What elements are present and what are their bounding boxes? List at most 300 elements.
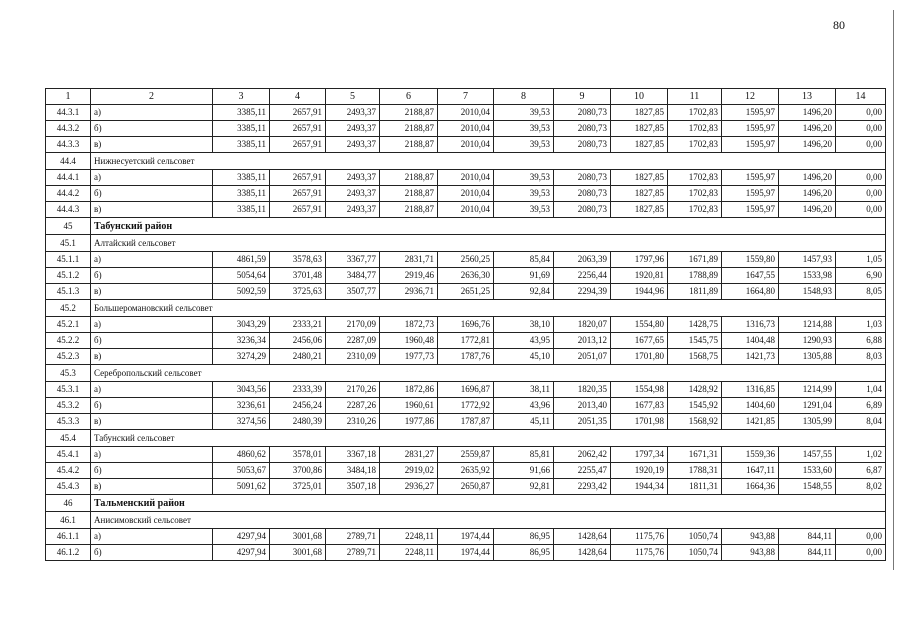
table-row [46,121,886,137]
value-cell: 1496,20 [779,121,836,137]
value-cell: 1175,76 [611,529,668,545]
section-row [46,300,886,317]
value-cell: 3725,01 [270,479,326,495]
row-code: 45.3.2 [46,398,91,414]
value-cell: 1974,44 [438,529,494,545]
value-cell: 2333,21 [270,317,326,333]
value-cell: 6,87 [836,463,886,479]
table-row [46,479,886,495]
value-cell: 2188,87 [380,186,438,202]
row-label: а) [91,529,213,545]
value-cell: 43,96 [494,398,554,414]
value-cell: 1944,96 [611,284,668,300]
value-cell: 1050,74 [668,529,722,545]
value-cell: 3236,34 [213,333,270,349]
table-row [46,398,886,414]
settlement-name: Большеромановский сельсовет [91,300,886,317]
row-label: а) [91,382,213,398]
value-cell: 45,11 [494,414,554,430]
value-cell: 2333,39 [270,382,326,398]
value-cell: 2080,73 [554,137,611,153]
section-row [46,153,886,170]
value-cell: 1701,80 [611,349,668,365]
page-number: 80 [833,18,845,32]
value-cell: 3043,29 [213,317,270,333]
district-row [46,495,886,512]
section-row [46,365,886,382]
value-cell: 2310,09 [326,349,380,365]
column-header: 5 [326,89,380,105]
value-cell: 1647,11 [722,463,779,479]
row-code: 44.4 [46,153,91,170]
value-cell: 1702,83 [668,105,722,121]
value-cell: 1496,20 [779,186,836,202]
value-cell: 2657,91 [270,105,326,121]
row-code: 46.1.1 [46,529,91,545]
value-cell: 2013,40 [554,398,611,414]
value-cell: 1827,85 [611,121,668,137]
value-cell: 5092,59 [213,284,270,300]
value-cell: 2456,24 [270,398,326,414]
value-cell: 5053,67 [213,463,270,479]
value-cell: 1595,97 [722,170,779,186]
row-code: 45.4.2 [46,463,91,479]
value-cell: 1595,97 [722,121,779,137]
value-cell: 1772,81 [438,333,494,349]
value-cell: 1545,92 [668,398,722,414]
value-cell: 1811,31 [668,479,722,495]
column-header: 8 [494,89,554,105]
value-cell: 1305,99 [779,414,836,430]
value-cell: 2789,71 [326,545,380,561]
value-cell: 1496,20 [779,170,836,186]
value-cell: 1496,20 [779,202,836,218]
value-cell: 2255,47 [554,463,611,479]
value-cell: 2831,27 [380,447,438,463]
value-cell: 2248,11 [380,545,438,561]
value-cell: 2256,44 [554,268,611,284]
value-cell: 844,11 [779,545,836,561]
settlement-name: Нижнесуетский сельсовет [91,153,886,170]
value-cell: 1428,64 [554,529,611,545]
column-header: 4 [270,89,326,105]
table-body [46,105,886,561]
value-cell: 3725,63 [270,284,326,300]
row-code: 45.1.1 [46,252,91,268]
value-cell: 39,53 [494,170,554,186]
column-header: 11 [668,89,722,105]
value-cell: 2493,37 [326,186,380,202]
table-header-row [46,89,886,105]
row-label: б) [91,398,213,414]
value-cell: 0,00 [836,105,886,121]
column-header: 7 [438,89,494,105]
settlement-name: Табунский сельсовет [91,430,886,447]
table-row [46,463,886,479]
value-cell: 3700,86 [270,463,326,479]
value-cell: 3507,18 [326,479,380,495]
value-cell: 1827,85 [611,170,668,186]
value-cell: 91,66 [494,463,554,479]
value-cell: 6,89 [836,398,886,414]
value-cell: 1568,75 [668,349,722,365]
value-cell: 2080,73 [554,202,611,218]
row-label: в) [91,284,213,300]
value-cell: 2010,04 [438,121,494,137]
value-cell: 2170,09 [326,317,380,333]
section-row [46,430,886,447]
value-cell: 2010,04 [438,105,494,121]
value-cell: 1404,48 [722,333,779,349]
value-cell: 8,02 [836,479,886,495]
value-cell: 6,90 [836,268,886,284]
value-cell: 3701,48 [270,268,326,284]
value-cell: 2293,42 [554,479,611,495]
value-cell: 5091,62 [213,479,270,495]
value-cell: 1316,73 [722,317,779,333]
row-code: 44.3.1 [46,105,91,121]
row-code: 44.4.2 [46,186,91,202]
value-cell: 2493,37 [326,170,380,186]
value-cell: 92,81 [494,479,554,495]
value-cell: 85,84 [494,252,554,268]
value-cell: 3385,11 [213,202,270,218]
table-row [46,317,886,333]
value-cell: 8,04 [836,414,886,430]
value-cell: 1548,55 [779,479,836,495]
row-code: 46 [46,495,91,512]
value-cell: 1647,55 [722,268,779,284]
value-cell: 39,53 [494,202,554,218]
value-cell: 6,88 [836,333,886,349]
value-cell: 86,95 [494,529,554,545]
value-cell: 38,11 [494,382,554,398]
value-cell: 1696,76 [438,317,494,333]
value-cell: 2919,46 [380,268,438,284]
value-cell: 1671,31 [668,447,722,463]
value-cell: 2080,73 [554,170,611,186]
value-cell: 3001,68 [270,545,326,561]
value-cell: 1175,76 [611,545,668,561]
value-cell: 1,03 [836,317,886,333]
value-cell: 1872,73 [380,317,438,333]
district-name: Тальменский район [91,495,886,512]
row-code: 45.2 [46,300,91,317]
row-label: б) [91,463,213,479]
value-cell: 1545,75 [668,333,722,349]
value-cell: 2493,37 [326,105,380,121]
value-cell: 2657,91 [270,202,326,218]
value-cell: 2789,71 [326,529,380,545]
table-row [46,529,886,545]
value-cell: 1788,89 [668,268,722,284]
value-cell: 1421,73 [722,349,779,365]
value-cell: 1827,85 [611,105,668,121]
row-code: 45.1.3 [46,284,91,300]
value-cell: 2170,26 [326,382,380,398]
value-cell: 1664,36 [722,479,779,495]
row-code: 45.4.3 [46,479,91,495]
value-cell: 2657,91 [270,121,326,137]
row-label: в) [91,349,213,365]
value-cell: 1811,89 [668,284,722,300]
value-cell: 39,53 [494,137,554,153]
value-cell: 0,00 [836,137,886,153]
table-row [46,414,886,430]
value-cell: 1496,20 [779,137,836,153]
value-cell: 1960,61 [380,398,438,414]
column-header: 9 [554,89,611,105]
table-row [46,284,886,300]
value-cell: 1290,93 [779,333,836,349]
value-cell: 3385,11 [213,186,270,202]
value-cell: 1050,74 [668,545,722,561]
value-cell: 86,95 [494,545,554,561]
value-cell: 0,00 [836,529,886,545]
value-cell: 2650,87 [438,479,494,495]
value-cell: 2188,87 [380,105,438,121]
value-cell: 2013,12 [554,333,611,349]
value-cell: 4860,62 [213,447,270,463]
table-row [46,349,886,365]
value-cell: 1827,85 [611,137,668,153]
value-cell: 1316,85 [722,382,779,398]
value-cell: 1291,04 [779,398,836,414]
value-cell: 1428,75 [668,317,722,333]
value-cell: 1820,07 [554,317,611,333]
value-cell: 1787,76 [438,349,494,365]
value-cell: 2287,26 [326,398,380,414]
row-label: в) [91,414,213,430]
value-cell: 943,88 [722,529,779,545]
row-label: а) [91,252,213,268]
table-row [46,268,886,284]
row-label: в) [91,137,213,153]
value-cell: 2188,87 [380,121,438,137]
value-cell: 1305,88 [779,349,836,365]
value-cell: 1702,83 [668,202,722,218]
value-cell: 1548,93 [779,284,836,300]
value-cell: 1671,89 [668,252,722,268]
row-label: а) [91,447,213,463]
value-cell: 2493,37 [326,121,380,137]
value-cell: 1214,99 [779,382,836,398]
value-cell: 1788,31 [668,463,722,479]
value-cell: 85,81 [494,447,554,463]
value-cell: 1677,65 [611,333,668,349]
table-row [46,252,886,268]
table-row [46,447,886,463]
value-cell: 3236,61 [213,398,270,414]
value-cell: 1797,34 [611,447,668,463]
value-cell: 1,02 [836,447,886,463]
table-row [46,105,886,121]
row-label: б) [91,545,213,561]
value-cell: 43,95 [494,333,554,349]
value-cell: 5054,64 [213,268,270,284]
value-cell: 1827,85 [611,202,668,218]
value-cell: 3484,18 [326,463,380,479]
value-cell: 4297,94 [213,529,270,545]
row-code: 45.2.2 [46,333,91,349]
value-cell: 1428,92 [668,382,722,398]
value-cell: 2188,87 [380,137,438,153]
page-edge-rule [893,10,894,570]
value-cell: 2294,39 [554,284,611,300]
value-cell: 1872,86 [380,382,438,398]
value-cell: 3484,77 [326,268,380,284]
district-name: Табунский район [91,218,886,235]
column-header: 1 [46,89,91,105]
value-cell: 1977,73 [380,349,438,365]
value-cell: 4297,94 [213,545,270,561]
value-cell: 92,84 [494,284,554,300]
value-cell: 3274,56 [213,414,270,430]
value-cell: 2493,37 [326,202,380,218]
value-cell: 1820,35 [554,382,611,398]
row-code: 44.4.1 [46,170,91,186]
value-cell: 1664,80 [722,284,779,300]
value-cell: 1944,34 [611,479,668,495]
row-label: а) [91,317,213,333]
value-cell: 2651,25 [438,284,494,300]
column-header: 12 [722,89,779,105]
value-cell: 2456,06 [270,333,326,349]
value-cell: 1702,83 [668,121,722,137]
value-cell: 1702,83 [668,186,722,202]
value-cell: 3578,63 [270,252,326,268]
value-cell: 1772,92 [438,398,494,414]
value-cell: 2936,27 [380,479,438,495]
value-cell: 3001,68 [270,529,326,545]
section-row [46,512,886,529]
value-cell: 1404,60 [722,398,779,414]
column-header: 3 [213,89,270,105]
section-row [46,235,886,252]
value-cell: 1677,83 [611,398,668,414]
row-label: а) [91,105,213,121]
value-cell: 0,00 [836,170,886,186]
value-cell: 2480,39 [270,414,326,430]
row-code: 45.4.1 [46,447,91,463]
row-code: 44.4.3 [46,202,91,218]
column-header: 13 [779,89,836,105]
value-cell: 3043,56 [213,382,270,398]
value-cell: 2657,91 [270,137,326,153]
value-cell: 2080,73 [554,105,611,121]
value-cell: 4861,59 [213,252,270,268]
value-cell: 1568,92 [668,414,722,430]
value-cell: 2010,04 [438,202,494,218]
value-cell: 8,05 [836,284,886,300]
row-code: 46.1.2 [46,545,91,561]
value-cell: 1,05 [836,252,886,268]
value-cell: 2636,30 [438,268,494,284]
table-row [46,545,886,561]
row-label: б) [91,333,213,349]
value-cell: 2010,04 [438,170,494,186]
row-label: а) [91,170,213,186]
value-cell: 2493,37 [326,137,380,153]
value-cell: 1702,83 [668,137,722,153]
row-label: б) [91,268,213,284]
value-cell: 1533,98 [779,268,836,284]
value-cell: 1977,86 [380,414,438,430]
value-cell: 3507,77 [326,284,380,300]
row-code: 46.1 [46,512,91,529]
value-cell: 3385,11 [213,170,270,186]
value-cell: 1428,64 [554,545,611,561]
value-cell: 3367,18 [326,447,380,463]
row-code: 45.3.1 [46,382,91,398]
value-cell: 2080,73 [554,186,611,202]
row-label: в) [91,202,213,218]
value-cell: 2560,25 [438,252,494,268]
value-cell: 3578,01 [270,447,326,463]
column-header: 2 [91,89,213,105]
value-cell: 2188,87 [380,202,438,218]
row-code: 45.3.3 [46,414,91,430]
table-row [46,382,886,398]
row-code: 45.2.1 [46,317,91,333]
value-cell: 1974,44 [438,545,494,561]
value-cell: 38,10 [494,317,554,333]
value-cell: 0,00 [836,186,886,202]
value-cell: 91,69 [494,268,554,284]
value-cell: 1554,98 [611,382,668,398]
value-cell: 1595,97 [722,105,779,121]
value-cell: 1559,36 [722,447,779,463]
value-cell: 1595,97 [722,202,779,218]
value-cell: 1797,96 [611,252,668,268]
row-label: в) [91,479,213,495]
value-cell: 1920,81 [611,268,668,284]
value-cell: 3385,11 [213,137,270,153]
value-cell: 1421,85 [722,414,779,430]
value-cell: 39,53 [494,105,554,121]
table-row [46,186,886,202]
value-cell: 943,88 [722,545,779,561]
value-cell: 0,00 [836,202,886,218]
tariff-table [45,88,886,561]
value-cell: 39,53 [494,186,554,202]
value-cell: 1,04 [836,382,886,398]
value-cell: 2010,04 [438,186,494,202]
value-cell: 0,00 [836,121,886,137]
row-code: 45.1.2 [46,268,91,284]
value-cell: 2559,87 [438,447,494,463]
row-code: 45.3 [46,365,91,382]
row-label: б) [91,121,213,137]
value-cell: 1696,87 [438,382,494,398]
value-cell: 1533,60 [779,463,836,479]
settlement-name: Алтайский сельсовет [91,235,886,252]
column-header: 10 [611,89,668,105]
row-code: 44.3.2 [46,121,91,137]
row-code: 45.1 [46,235,91,252]
value-cell: 1496,20 [779,105,836,121]
value-cell: 3367,77 [326,252,380,268]
value-cell: 1702,83 [668,170,722,186]
settlement-name: Анисимовский сельсовет [91,512,886,529]
value-cell: 2831,71 [380,252,438,268]
value-cell: 1457,93 [779,252,836,268]
value-cell: 2657,91 [270,170,326,186]
value-cell: 2657,91 [270,186,326,202]
value-cell: 844,11 [779,529,836,545]
value-cell: 39,53 [494,121,554,137]
value-cell: 2919,02 [380,463,438,479]
